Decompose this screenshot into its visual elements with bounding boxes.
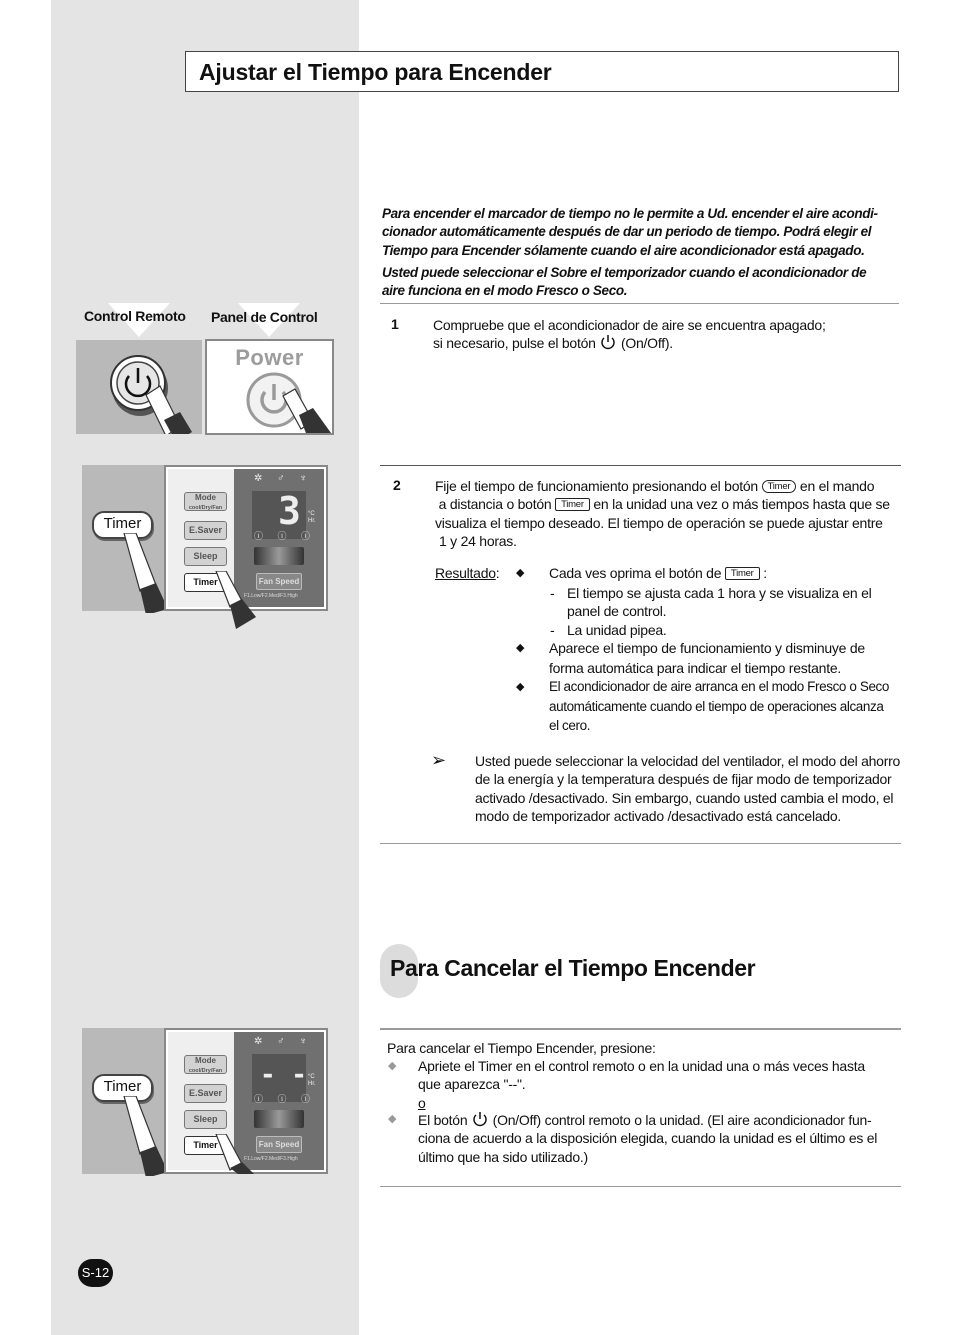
- result-bullet-2: Aparece el tiempo de funcionamiento y disminuye de forma automática para indicar el tiempo restante.: [549, 640, 865, 676]
- power-icon: [471, 1111, 489, 1127]
- panel-caption: Panel de Control: [211, 309, 318, 325]
- bullet-diamond-icon: ◆: [516, 567, 525, 579]
- result-bullet-1: Cada ves oprima el botón de Timer :: [549, 565, 767, 581]
- pointer-hand-icon: [214, 571, 264, 631]
- result-bullet-3: El acondicionador de aire arranca en el modo Fresco o Seco automáticamente cuando el tiempo de operaciones alcanza el cero.: [549, 679, 890, 733]
- divider: [380, 465, 901, 466]
- bullet-diamond-icon: ◆: [388, 1113, 397, 1125]
- step2-line: Fije el tiempo de funcionamiento presionando el botón Timer en el mando: [435, 478, 875, 494]
- digit-value: 3: [278, 489, 301, 533]
- digit-value: - -: [260, 1060, 307, 1090]
- divider: [380, 843, 901, 844]
- bullet-diamond-icon: ◆: [516, 681, 525, 693]
- timer-figure: [82, 465, 328, 611]
- page-title-box: [185, 51, 899, 92]
- result-label: Resultado:: [435, 565, 500, 581]
- intro-line: cionador automáticamente después de dar un periodo de tiempo. Podrá elegir el: [382, 224, 872, 240]
- fan-speed-legend: F1.Low/F2.Med/F3.High: [244, 593, 298, 599]
- power-label: Power: [235, 345, 304, 370]
- intro-line: Para encender el marcador de tiempo no le permite a Ud. encender el aire acondi-: [382, 206, 878, 221]
- cancel-intro: Para cancelar el Tiempo Encender, presione:: [387, 1040, 656, 1056]
- result-sub-1: El tiempo se ajusta cada 1 hora y se visualiza en el panel de control.: [567, 585, 872, 620]
- power-icon: [599, 334, 617, 350]
- timer-badge: Timer: [555, 498, 590, 511]
- remote-timer-button: Timer: [92, 511, 153, 539]
- timer-badge: Timer: [725, 567, 760, 580]
- status-icons: ⓘ ⓘ ⓘ: [254, 531, 317, 541]
- mode-button: Mode cool/Dry/Fan: [184, 1055, 227, 1074]
- section-title-cancel: Para Cancelar el Tiempo Encender: [390, 955, 756, 981]
- sub-dash: -: [550, 585, 555, 601]
- cancel-item-1: Apriete el Timer en el control remoto o en la unidad una o más veces hasta que aparezca "--". o: [418, 1058, 865, 1111]
- bullet-diamond-icon: ◆: [516, 642, 525, 654]
- mode-icons: ✲ ♂ ♆: [254, 473, 313, 484]
- page-title: Ajustar el Tiempo para Encender: [199, 59, 552, 85]
- divider: [380, 1186, 901, 1187]
- intro-line: Usted puede seleccionar el Sobre el temporizador cuando el acondicionador de: [382, 264, 867, 280]
- step1-text: [433, 316, 826, 353]
- panel-power-figure: [205, 339, 334, 435]
- result-sub-2: La unidad pipea.: [567, 622, 667, 638]
- intro-paragraph: [382, 205, 902, 300]
- cancel-timer-figure: [82, 1028, 328, 1174]
- control-panel: [164, 465, 328, 611]
- step1-line: si necesario, pulse el botón (On/Off).: [433, 335, 673, 352]
- note-text: Usted puede seleccionar la velocidad del ventilador, el modo del ahorro de la energía y la temperatura después de fijar modo de temporizador activado /desactivado. Sin embargo, cuando usted cambia el modo, el modo de temporizador activado /desactivado está cancelado.: [475, 753, 901, 824]
- mode-icons: ✲ ♂ ♆: [254, 1036, 313, 1047]
- fan-speed-button: Fan Speed: [256, 573, 302, 590]
- sleep-button: Sleep: [184, 1110, 227, 1129]
- temperature-slider: [254, 547, 304, 565]
- pointer-hand-icon: [120, 1096, 170, 1176]
- divider: [380, 303, 899, 304]
- remote-power-figure: [76, 340, 202, 434]
- cancel-item-2: El botón (On/Off) control remoto o la unidad. (El aire acondicionador fun- ciona de acuerdo a la disposición elegida, cuando la unidad es el último es el último que ha sido utilizado.): [418, 1112, 878, 1165]
- panel-timer-button: Timer: [184, 1136, 227, 1155]
- step2-text: [435, 477, 915, 550]
- temperature-slider: [254, 1110, 304, 1128]
- status-icons: ⓘ ⓘ ⓘ: [254, 1094, 317, 1104]
- note-arrow-icon: ➢: [431, 750, 447, 770]
- step2-line: a distancia o botón Timer en la unidad una vez o más tiempos hasta que se: [438, 496, 890, 513]
- sleep-button: Sleep: [184, 547, 227, 566]
- step1-line: Compruebe que el acondicionador de aire se encuentra apagado;: [433, 317, 826, 333]
- step-number: 1: [391, 316, 399, 332]
- power-button-icon: [76, 340, 202, 434]
- panel-power-icon: [207, 341, 332, 433]
- step-number: 2: [393, 477, 401, 493]
- mode-button: Mode cool/Dry/Fan: [184, 492, 227, 511]
- page-number: S-12: [78, 1259, 113, 1287]
- intro-line: aire funciona en el modo Fresco o Seco.: [382, 283, 628, 299]
- bullet-diamond-icon: ◆: [388, 1060, 397, 1072]
- pointer-hand-icon: [214, 1134, 264, 1174]
- esaver-button: E.Saver: [184, 1084, 227, 1103]
- esaver-button: E.Saver: [184, 521, 227, 540]
- pointer-hand-icon: [120, 533, 170, 613]
- fan-speed-button: Fan Speed: [256, 1136, 302, 1153]
- step2-line: visualiza el tiempo deseado. El tiempo de operación se puede ajustar entre: [435, 514, 883, 531]
- intro-line: Tiempo para Encender sólamente cuando el aire acondicionador está apagado.: [382, 242, 865, 258]
- fan-speed-legend: F1.Low/F2.Med/F3.High: [244, 1156, 298, 1162]
- panel-timer-button: Timer: [184, 573, 227, 592]
- unit-labels: °C Hr.: [308, 511, 316, 524]
- step2-line: 1 y 24 horas.: [439, 532, 517, 549]
- timer-badge: Timer: [762, 480, 797, 493]
- divider: [380, 1028, 901, 1030]
- remote-timer-button: Timer: [92, 1074, 153, 1102]
- unit-labels: °C Hr.: [308, 1074, 316, 1087]
- control-panel: [164, 1028, 328, 1174]
- remote-caption: Control Remoto: [84, 308, 186, 324]
- sub-dash: -: [550, 622, 555, 638]
